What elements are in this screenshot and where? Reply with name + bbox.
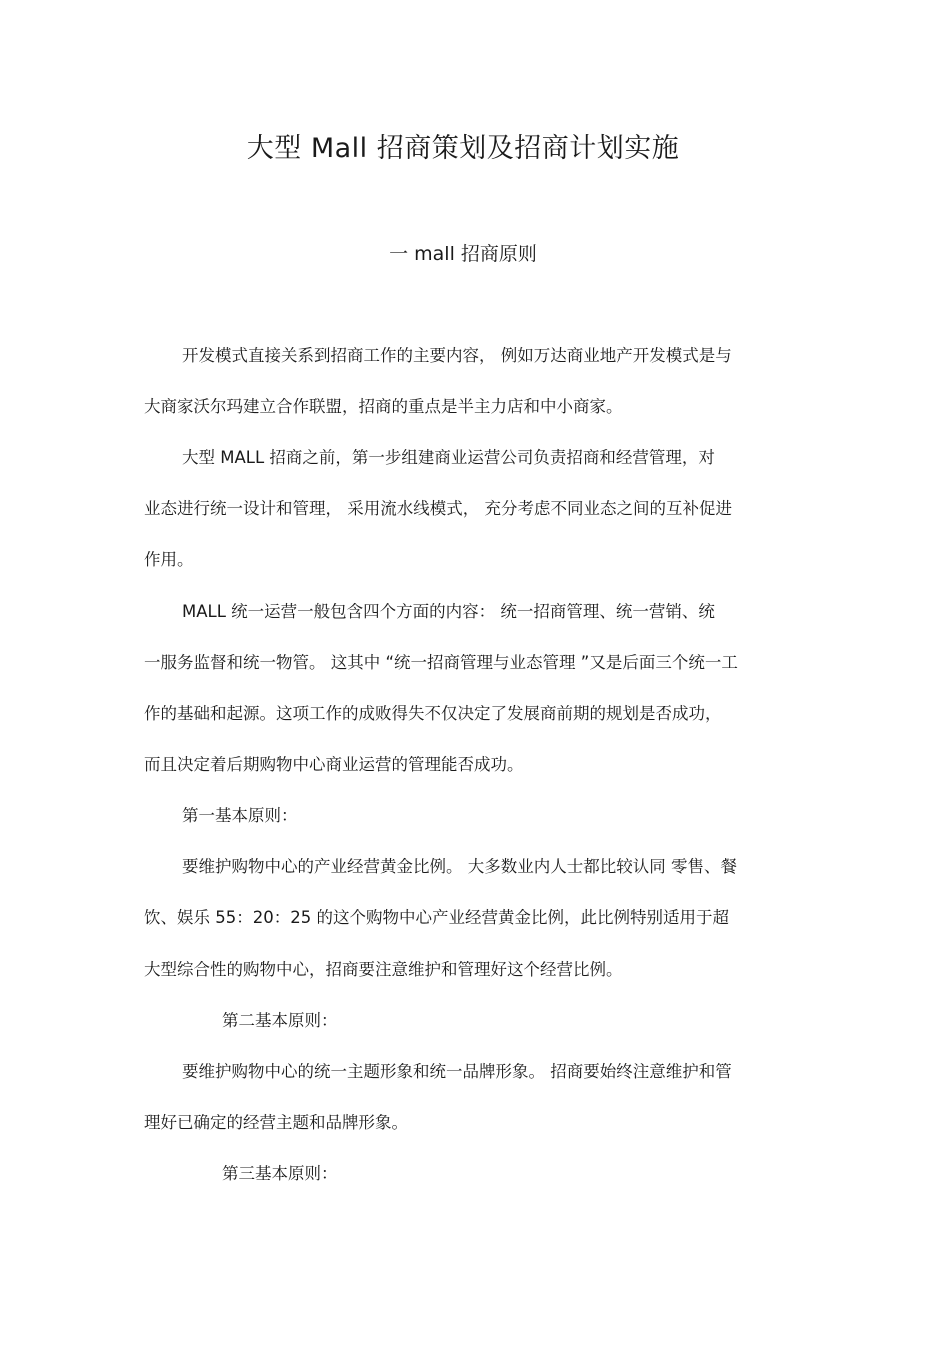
paragraph-line-9: 而且决定着后期购物中心商业运营的管理能否成功。 xyxy=(144,755,524,774)
paragraph-line-1: 开发模式直接关系到招商工作的主要内容， 例如万达商业地产开发模式是与 xyxy=(182,346,732,365)
principle-heading-2: 第二基本原则： xyxy=(222,1011,338,1030)
paragraph-line-13: 要维护购物中心的统一主题形象和统一品牌形象。 招商要始终注意维护和管 xyxy=(182,1062,732,1081)
paragraph-line-7: 一服务监督和统一物管。 这其中 “统一招商管理与业态管理 ”又是后面三个统一工 xyxy=(144,653,738,672)
paragraph-line-3: 大型 MALL 招商之前，第一步组建商业运营公司负责招商和经营管理，对 xyxy=(182,448,715,467)
paragraph-line-6: MALL 统一运营一般包含四个方面的内容： 统一招商管理、统一营销、统 xyxy=(182,602,715,621)
paragraph-line-8: 作的基础和起源。这项工作的成败得失不仅决定了发展商前期的规划是否成功， xyxy=(144,704,722,723)
paragraph-line-10: 要维护购物中心的产业经营黄金比例。 大多数业内人士都比较认同 零售、餐 xyxy=(182,857,737,876)
paragraph-line-14: 理好已确定的经营主题和品牌形象。 xyxy=(144,1113,408,1132)
document-title: 大型 Mall 招商策划及招商计划实施 xyxy=(246,133,680,164)
paragraph-line-11: 饮、娱乐 55：20：25 的这个购物中心产业经营黄金比例，此比例特别适用于超 xyxy=(144,908,729,927)
paragraph-line-4: 业态进行统一设计和管理， 采用流水线模式， 充分考虑不同业态之间的互补促进 xyxy=(144,499,732,518)
paragraph-line-12: 大型综合性的购物中心，招商要注意维护和管理好这个经营比例。 xyxy=(144,960,623,979)
paragraph-line-2: 大商家沃尔玛建立合作联盟，招商的重点是半主力店和中小商家。 xyxy=(144,397,623,416)
section-heading: 一 mall 招商原则 xyxy=(389,243,537,265)
principle-heading-1: 第一基本原则： xyxy=(182,806,298,825)
paragraph-line-5: 作用。 xyxy=(144,550,194,569)
principle-heading-3: 第三基本原则： xyxy=(222,1164,338,1183)
